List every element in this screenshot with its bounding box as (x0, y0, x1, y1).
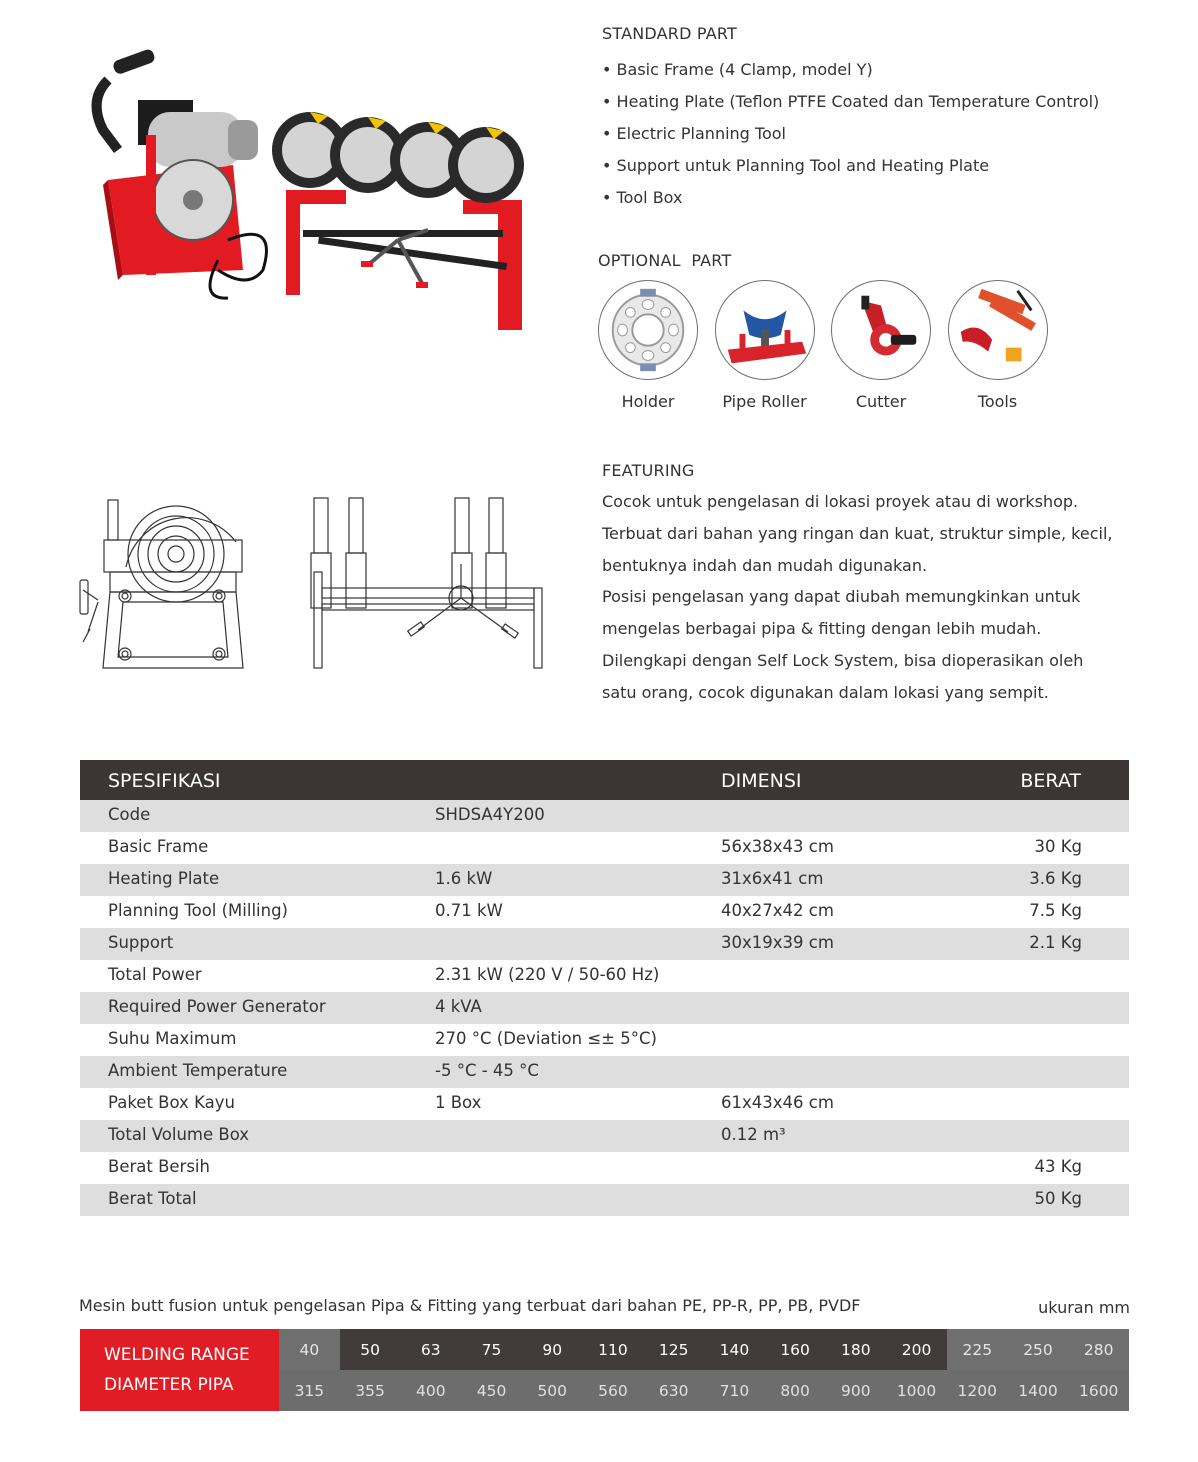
range-cell: 250 (1008, 1329, 1069, 1370)
table-cell: 31x6x41 cm (721, 869, 824, 888)
standard-part-list (602, 54, 1099, 214)
list-item: • Basic Frame (4 Clamp, model Y) (602, 54, 1099, 86)
featuring-line: Dilengkapi dengan Self Lock System, bisa dioperasikan oleh (602, 650, 1084, 670)
list-item: • Heating Plate (Teflon PTFE Coated dan Temperature Control) (602, 86, 1099, 118)
range-cell: 125 (643, 1329, 704, 1370)
front-view-drawing (311, 498, 542, 668)
range-cell: 40 (279, 1329, 340, 1370)
range-cell: 355 (340, 1370, 401, 1411)
table-cell: 0.71 kW (435, 901, 503, 920)
optional-item-label: Holder (621, 392, 675, 411)
featuring-line: bentuknya indah dan mudah digunakan. (602, 555, 928, 575)
table-row (80, 1184, 1129, 1216)
table-cell: -5 °C - 45 °C (435, 1061, 539, 1080)
unit-note: ukuran mm (1038, 1298, 1130, 1317)
table-cell: Ambient Temperature (108, 1061, 288, 1080)
basic-frame-image (272, 112, 528, 330)
welding-range-grid (279, 1329, 1129, 1411)
table-cell: 7.5 Kg (1029, 901, 1082, 920)
optional-item-holder (598, 280, 715, 411)
header-dimensi: DIMENSI (721, 770, 802, 792)
spec-table-header (80, 760, 1129, 800)
range-cell: 710 (704, 1370, 765, 1411)
range-cell: 1400 (1008, 1370, 1069, 1411)
tools-icon (948, 280, 1048, 380)
range-cell: 560 (583, 1370, 644, 1411)
header-berat: BERAT (1020, 770, 1081, 792)
welding-range-row-bottom (279, 1370, 1129, 1411)
table-cell: Berat Total (108, 1189, 197, 1208)
table-row (80, 864, 1129, 896)
table-cell: Suhu Maximum (108, 1029, 237, 1048)
featuring-line: Cocok untuk pengelasan di lokasi proyek atau di workshop. (602, 492, 1079, 511)
optional-item-pipe-roller (715, 280, 832, 411)
header-spesifikasi: SPESIFIKASI (108, 770, 221, 792)
table-row (80, 832, 1129, 864)
optional-item-cutter (831, 280, 948, 411)
list-item: • Electric Planning Tool (602, 118, 1099, 150)
optional-item-label: Pipe Roller (722, 392, 807, 411)
range-cell: 1200 (947, 1370, 1008, 1411)
table-row (80, 896, 1129, 928)
cutter-icon (831, 280, 931, 380)
optional-part-title: OPTIONAL PART (598, 251, 732, 270)
range-cell: 630 (643, 1370, 704, 1411)
range-cell: 400 (400, 1370, 461, 1411)
table-row (80, 1056, 1129, 1088)
welding-range-row-top (279, 1329, 1129, 1370)
table-cell: 0.12 m³ (721, 1125, 786, 1144)
range-cell: 50 (340, 1329, 401, 1370)
list-item: • Support untuk Planning Tool and Heating Plate (602, 150, 1099, 182)
table-cell: Planning Tool (Milling) (108, 901, 288, 920)
table-cell: Berat Bersih (108, 1157, 210, 1176)
table-row (80, 928, 1129, 960)
standard-part-title: STANDARD PART (602, 24, 738, 43)
welding-range-table (80, 1329, 1129, 1411)
list-item: • Tool Box (602, 182, 1099, 214)
table-cell: Required Power Generator (108, 997, 326, 1016)
range-cell: 140 (704, 1329, 765, 1370)
featuring-title: FEATURING (602, 461, 695, 480)
featuring-text (602, 486, 1162, 709)
table-cell: 56x38x43 cm (721, 837, 834, 856)
optional-item-tools (948, 280, 1065, 411)
table-row (80, 1120, 1129, 1152)
range-cell: 800 (765, 1370, 826, 1411)
welding-range-description: Mesin butt fusion untuk pengelasan Pipa & Fitting yang terbuat dari bahan PE, PP-R, PP, PB, PVDF (79, 1296, 861, 1315)
welding-range-label-line2: DIAMETER PIPA (104, 1375, 234, 1395)
table-cell: Paket Box Kayu (108, 1093, 235, 1112)
table-cell: 4 kVA (435, 997, 482, 1016)
pipe-roller-icon (715, 280, 815, 380)
range-cell: 1600 (1068, 1370, 1129, 1411)
table-cell: 2.1 Kg (1029, 933, 1082, 952)
table-cell: 1.6 kW (435, 869, 493, 888)
table-cell: 270 °C (Deviation ≤± 5°C) (435, 1029, 657, 1048)
featuring-line: Terbuat dari bahan yang ringan dan kuat, struktur simple, kecil, (602, 523, 1113, 543)
table-row (80, 1152, 1129, 1184)
range-cell: 1000 (886, 1370, 947, 1411)
featuring-line: mengelas berbagai pipa & fitting dengan lebih mudah. (602, 619, 1042, 639)
range-cell: 75 (461, 1329, 522, 1370)
technical-drawing (78, 492, 548, 672)
table-row (80, 960, 1129, 992)
optional-item-label: Cutter (855, 392, 907, 411)
table-cell: Total Volume Box (108, 1125, 250, 1144)
range-cell: 63 (400, 1329, 461, 1370)
table-row (80, 1088, 1129, 1120)
table-cell: 50 Kg (1034, 1189, 1082, 1208)
table-cell: SHDSA4Y200 (435, 805, 545, 824)
table-cell: 30x19x39 cm (721, 933, 834, 952)
range-cell: 225 (947, 1329, 1008, 1370)
range-cell: 180 (825, 1329, 886, 1370)
table-cell: 40x27x42 cm (721, 901, 834, 920)
table-cell: Total Power (108, 965, 202, 984)
table-cell: Code (108, 805, 151, 824)
table-cell: 3.6 Kg (1029, 869, 1082, 888)
table-row (80, 800, 1129, 832)
range-cell: 450 (461, 1370, 522, 1411)
range-cell: 110 (583, 1329, 644, 1370)
side-view-drawing (80, 500, 243, 668)
table-row (80, 1024, 1129, 1056)
range-cell: 280 (1068, 1329, 1129, 1370)
table-cell: 61x43x46 cm (721, 1093, 834, 1112)
planning-tool-image (97, 48, 267, 298)
spec-table-body (80, 800, 1129, 1216)
table-cell: 2.31 kW (220 V / 50-60 Hz) (435, 965, 660, 984)
welding-range-label-line1: WELDING RANGE (104, 1345, 250, 1365)
optional-part-list (598, 280, 1064, 411)
featuring-line: satu orang, cocok digunakan dalam lokasi yang sempit. (602, 682, 1049, 702)
table-cell: Heating Plate (108, 869, 220, 888)
table-cell: Support (108, 933, 174, 952)
table-cell: Basic Frame (108, 837, 209, 856)
optional-item-label: Tools (977, 392, 1018, 411)
holder-icon (598, 280, 698, 380)
welding-range-label (80, 1329, 279, 1411)
table-row (80, 992, 1129, 1024)
table-cell: 43 Kg (1034, 1157, 1082, 1176)
table-cell: 30 Kg (1034, 837, 1082, 856)
featuring-line: Posisi pengelasan yang dapat diubah memungkinkan untuk (602, 587, 1081, 607)
range-cell: 315 (279, 1370, 340, 1411)
range-cell: 500 (522, 1370, 583, 1411)
range-cell: 90 (522, 1329, 583, 1370)
product-photo (78, 40, 538, 340)
spec-table (80, 760, 1129, 1216)
range-cell: 900 (825, 1370, 886, 1411)
range-cell: 160 (765, 1329, 826, 1370)
table-cell: 1 Box (435, 1093, 482, 1112)
range-cell: 200 (886, 1329, 947, 1370)
